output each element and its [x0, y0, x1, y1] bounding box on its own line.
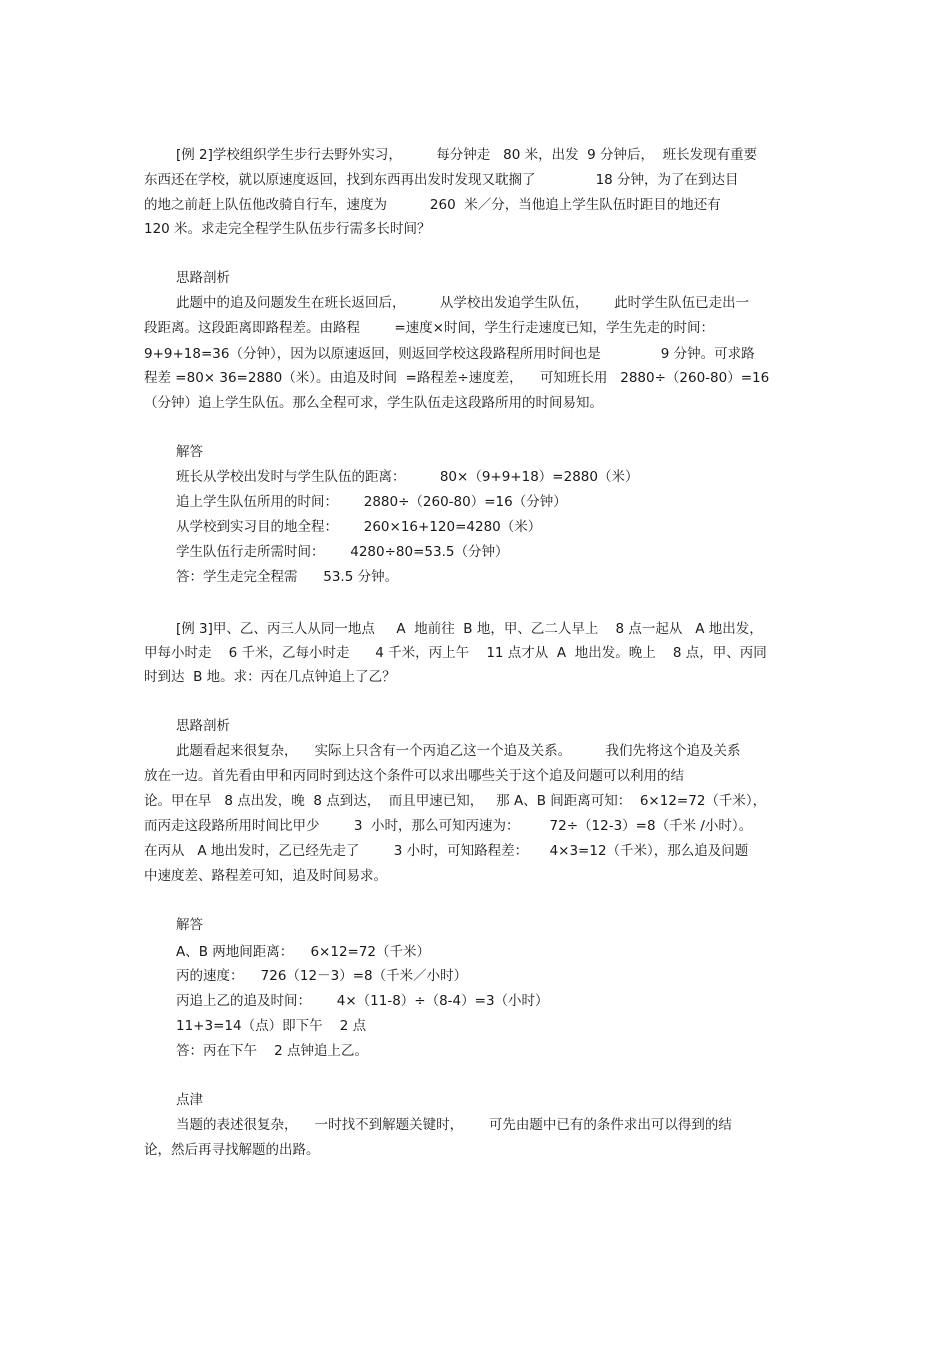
- example2-answer-line-1: 班长从学校出发时与学生队伍的距离： 80×（9+9+18）=2880（米）: [176, 469, 639, 485]
- example3-analysis-heading: 思路剖析: [176, 718, 230, 734]
- example3-analysis-line-1: 此题看起来很复杂， 实际上只含有一个丙追乙这一个追及关系。 我们先将这个追及关系: [176, 743, 741, 759]
- example2-problem-line-1: [例 2]学校组织学生步行去野外实习， 每分钟走 80 米，出发 9 分钟后， 班长发现有重要: [176, 147, 758, 163]
- note-line-1: 当题的表述很复杂， 一时找不到解题关键时， 可先由题中已有的条件求出可以得到的结: [176, 1117, 732, 1133]
- example2-answer-heading: 解答: [176, 444, 203, 460]
- example3-answer-line-2: 丙的速度： 726（12－3）=8（千米／小时）: [176, 968, 468, 984]
- example2-analysis-line-4: 程差 =80× 36=2880（米）。由追及时间 =路程差÷速度差， 可知班长用 2880÷（260-80）=16: [144, 370, 770, 386]
- example3-answer-heading: 解答: [176, 917, 203, 933]
- example2-analysis-line-3: 9+9+18=36（分钟），因为以原速返回，则返回学校这段路程所用时间也是 9 分钟。可求路: [144, 346, 755, 362]
- example2-answer-line-2: 追上学生队伍所用的时间： 2880÷（260-80）=16（分钟）: [176, 494, 567, 510]
- example3-answer-line-3: 丙追上乙的追及时间： 4×（11-8）÷（8-4）=3（小时）: [176, 993, 549, 1009]
- example3-problem-line-2: 甲每小时走 6 千米，乙每小时走 4 千米，丙上午 11 点才从 A 地出发。晚上 8 点，甲、丙同: [144, 645, 767, 661]
- example3-analysis-line-4: 而丙走这段路所用时间比甲少 3 小时，那么可知丙速为： 72÷（12-3）=8（千米 /小时）。: [144, 818, 753, 834]
- note-heading: 点津: [176, 1092, 203, 1108]
- example3-answer-line-5: 答：丙在下午 2 点钟追上乙。: [176, 1043, 369, 1059]
- note-line-2: 论，然后再寻找解题的出路。: [144, 1142, 320, 1158]
- example2-analysis-line-1: 此题中的追及问题发生在班长返回后， 从学校出发追学生队伍， 此时学生队伍已走出一: [176, 295, 750, 311]
- example3-analysis-line-5: 在丙从 A 地出发时，乙已经先走了 3 小时，可知路程差： 4×3=12（千米），那么追及问题: [144, 843, 749, 859]
- example3-analysis-line-6: 中速度差、路程差可知，追及时间易求。: [144, 868, 387, 884]
- example3-problem-line-3: 时到达 B 地。求：丙在几点钟追上了乙？: [144, 669, 396, 685]
- example3-answer-line-4: 11+3=14（点）即下午 2 点: [176, 1018, 367, 1034]
- example2-analysis-line-2: 段距离。这段距离即路程差。由路程 =速度×时间，学生行走速度已知，学生先走的时间：: [144, 320, 714, 336]
- example2-answer-line-3: 从学校到实习目的地全程： 260×16+120=4280（米）: [176, 519, 542, 535]
- example2-analysis-heading: 思路剖析: [176, 270, 230, 286]
- example3-answer-line-1: A、B 两地间距离： 6×12=72（千米）: [176, 944, 431, 960]
- example3-analysis-line-3: 论。甲在早 8 点出发，晚 8 点到达， 而且甲速已知， 那 A、B 间距离可知： 6×12=72（千米），: [144, 793, 767, 809]
- example2-analysis-line-5: （分钟）追上学生队伍。那么全程可求，学生队伍走这段路所用的时间易知。: [144, 395, 603, 411]
- example2-problem-line-2: 东西还在学校，就以原速度返回，找到东西再出发时发现又耽搁了 18 分钟，为了在到达目: [144, 172, 739, 188]
- example2-answer-line-4: 学生队伍行走所需时间： 4280÷80=53.5（分钟）: [176, 544, 509, 560]
- example3-analysis-line-2: 放在一边。首先看由甲和丙同时到达这个条件可以求出哪些关于这个追及问题可以利用的结: [144, 768, 684, 784]
- example2-problem-line-4: 120 米。求走完全程学生队伍步行需多长时间？: [144, 221, 431, 237]
- example3-problem-line-1: [例 3]甲、乙、丙三人从同一地点 A 地前往 B 地，甲、乙二人早上 8 点一起从 A 地出发，: [176, 621, 763, 637]
- example2-problem-line-3: 的地之前赶上队伍他改骑自行车，速度为 260 米／分，当他追上学生队伍时距目的地还有: [144, 197, 721, 213]
- example2-answer-line-5: 答：学生走完全程需 53.5 分钟。: [176, 569, 399, 585]
